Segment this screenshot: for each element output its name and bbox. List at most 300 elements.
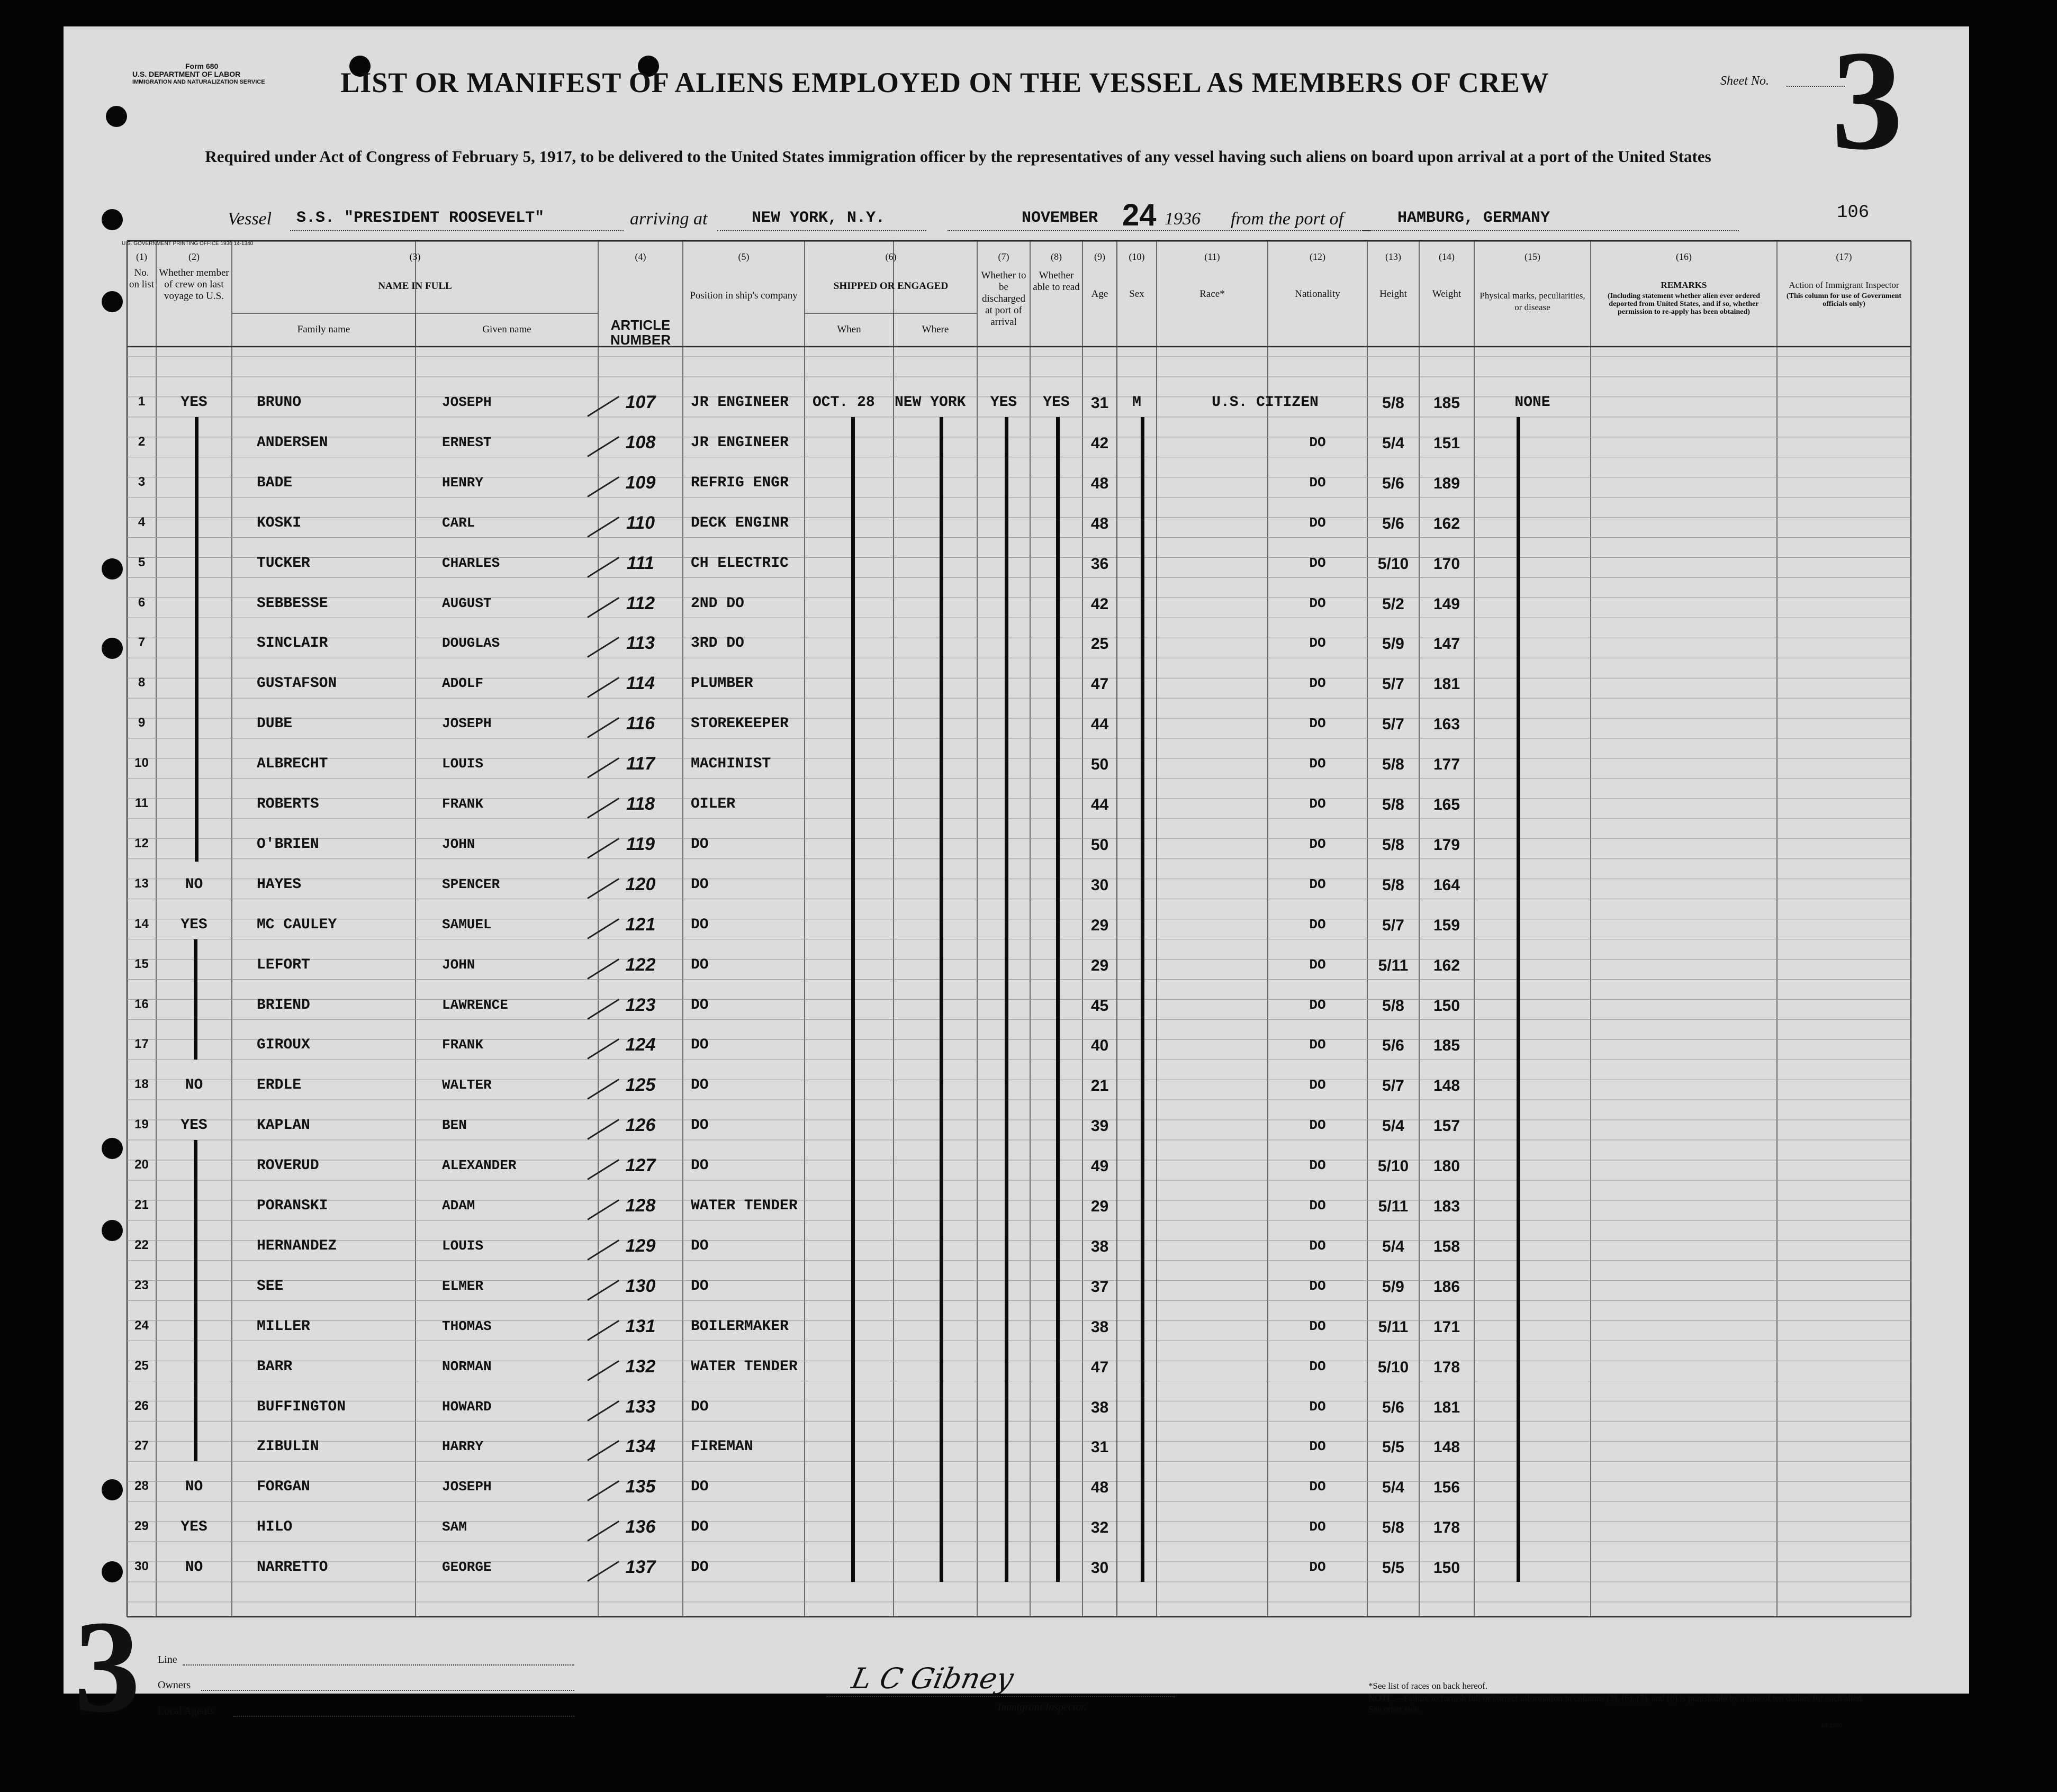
- cell-no: 9: [138, 716, 146, 730]
- cell-weight: 157: [1433, 1117, 1460, 1135]
- cell-family: BRUNO: [257, 394, 302, 411]
- cell-weight: 177: [1433, 756, 1460, 774]
- cell-prev: NO: [185, 1559, 203, 1576]
- cell-marks: NONE: [1514, 394, 1550, 411]
- page-subtitle: Required under Act of Congress of February 5, 1917, to be delivered to the United States immigration officer by the representatives of any vessel having such aliens on board upon arrival at a port of the United States: [205, 147, 1711, 166]
- cell-family: ERDLE: [257, 1077, 302, 1094]
- column-number: (12): [1310, 251, 1325, 262]
- cell-weight: 171: [1433, 1318, 1460, 1336]
- cell-height: 5/8: [1382, 394, 1404, 412]
- column-header: NAME IN FULL: [378, 280, 452, 292]
- form-code: 14-1340: [1821, 1723, 1843, 1729]
- cell-given: DOUGLAS: [442, 635, 500, 651]
- cell-nationality: DO: [1309, 1398, 1326, 1415]
- cell-family: ALBRECHT: [257, 756, 328, 773]
- cell-prev: NO: [185, 876, 203, 893]
- column-number: (14): [1439, 251, 1455, 262]
- cell-position: DO: [691, 1117, 709, 1134]
- column-number: (17): [1836, 251, 1852, 262]
- cell-weight: 181: [1433, 1398, 1460, 1416]
- cell-nationality: DO: [1309, 1519, 1326, 1535]
- cell-given: JOSEPH: [442, 394, 492, 410]
- cell-position: DO: [691, 876, 709, 893]
- cell-article: 107: [625, 392, 656, 412]
- cell-given: ERNEST: [442, 434, 492, 450]
- cell-given: SPENCER: [442, 876, 500, 892]
- cell-height: 5/11: [1378, 956, 1409, 974]
- cell-position: PLUMBER: [691, 675, 753, 692]
- cell-no: 20: [134, 1157, 149, 1172]
- cell-weight: 159: [1433, 916, 1460, 934]
- cell-nationality: DO: [1309, 997, 1326, 1013]
- cell-height: 5/6: [1382, 514, 1404, 532]
- cell-article: 131: [625, 1316, 656, 1336]
- inspector-signature: L C Gibney: [849, 1662, 1017, 1695]
- cell-prev: YES: [181, 394, 207, 411]
- cell-family: FORGAN: [257, 1479, 310, 1496]
- cell-height: 5/7: [1382, 1077, 1404, 1095]
- cell-age: 31: [1090, 1438, 1109, 1456]
- cell-nationality: DO: [1309, 756, 1326, 772]
- cell-family: SEBBESSE: [257, 595, 328, 612]
- cell-given: WALTER: [442, 1077, 492, 1093]
- footer-agents-field: [233, 1716, 574, 1717]
- cell-weight: 181: [1433, 675, 1460, 693]
- column-header: Height: [1379, 288, 1407, 300]
- column-number: (11): [1204, 251, 1220, 262]
- cell-article: 136: [625, 1517, 656, 1537]
- cell-where: NEW YORK: [895, 394, 966, 411]
- cell-no: 1: [138, 394, 146, 409]
- column-header: Position in ship's company: [690, 290, 798, 301]
- cell-given: HOWARD: [442, 1398, 492, 1415]
- cell-age: 29: [1090, 956, 1109, 974]
- cell-nationality: DO: [1309, 474, 1326, 491]
- cell-age: 39: [1090, 1117, 1109, 1135]
- cell-article: 109: [625, 472, 656, 493]
- cell-no: 19: [134, 1117, 149, 1132]
- column-header: SHIPPED OR ENGAGED: [833, 280, 949, 292]
- cell-family: BARR: [257, 1358, 293, 1375]
- cell-family: MILLER: [257, 1318, 310, 1335]
- cell-age: 48: [1090, 474, 1109, 492]
- arrival-month: NOVEMBER: [1022, 209, 1098, 227]
- column-number: (8): [1051, 251, 1062, 262]
- cell-family: HILO: [257, 1519, 293, 1536]
- column-header: REMARKS: [1661, 280, 1707, 290]
- cell-height: 5/7: [1382, 675, 1404, 693]
- cell-nationality: DO: [1309, 916, 1326, 933]
- cell-article: 108: [625, 432, 656, 452]
- footer-line-field: [183, 1664, 574, 1666]
- cell-age: 31: [1090, 394, 1109, 412]
- cell-no: 26: [134, 1398, 149, 1413]
- column-number: (2): [188, 251, 200, 262]
- cell-weight: 178: [1433, 1358, 1460, 1376]
- from-label: from the port of: [1231, 209, 1344, 229]
- department-name: U.S. DEPARTMENT OF LABOR: [132, 70, 241, 78]
- cell-given: HENRY: [442, 474, 484, 491]
- cell-height: 5/7: [1382, 716, 1404, 734]
- cell-height: 5/4: [1382, 1117, 1404, 1135]
- column-header: ARTICLE NUMBER: [610, 317, 671, 348]
- cell-article: 111: [627, 553, 654, 573]
- cell-weight: 185: [1433, 394, 1460, 412]
- cell-position: DO: [691, 916, 709, 933]
- cell-sex: M: [1132, 394, 1141, 411]
- cell-given: GEORGE: [442, 1559, 492, 1576]
- cell-position: DO: [691, 1237, 709, 1254]
- cell-weight: 150: [1433, 1559, 1460, 1577]
- cell-given: SAMUEL: [442, 916, 492, 933]
- cell-family: BADE: [257, 474, 293, 491]
- cell-given: FRANK: [442, 796, 484, 812]
- cell-discharge: YES: [990, 394, 1017, 411]
- cell-age: 49: [1090, 1157, 1109, 1175]
- cell-age: 44: [1090, 796, 1109, 813]
- cell-position: BOILERMAKER: [691, 1318, 789, 1335]
- cell-no: 12: [134, 836, 149, 850]
- cell-no: 29: [134, 1519, 149, 1534]
- column-header: Nationality: [1295, 288, 1340, 300]
- cell-read: YES: [1043, 394, 1070, 411]
- cell-article: 112: [626, 593, 655, 613]
- cell-family: SEE: [257, 1278, 284, 1295]
- cell-article: 128: [625, 1196, 656, 1216]
- cell-age: 50: [1090, 836, 1109, 854]
- cell-no: 16: [134, 997, 149, 1011]
- cell-nationality: U.S. CITIZEN: [1212, 394, 1319, 411]
- cell-prev: NO: [185, 1479, 203, 1496]
- column-subheader: When: [837, 324, 861, 335]
- cell-family: HAYES: [257, 876, 302, 893]
- cell-family: BRIEND: [257, 997, 310, 1013]
- cell-family: PORANSKI: [257, 1198, 328, 1214]
- cell-family: KAPLAN: [257, 1117, 310, 1134]
- column-number: (10): [1129, 251, 1145, 262]
- sheet-number: 3: [1832, 21, 1903, 179]
- cell-position: STOREKEEPER: [691, 716, 789, 732]
- cell-age: 42: [1090, 595, 1109, 613]
- cell-weight: 148: [1433, 1438, 1460, 1456]
- cell-weight: 156: [1433, 1479, 1460, 1497]
- cell-nationality: DO: [1309, 675, 1326, 692]
- column-number: (15): [1524, 251, 1540, 262]
- cell-position: DO: [691, 1519, 709, 1536]
- cell-nationality: DO: [1309, 1318, 1326, 1334]
- cell-given: AUGUST: [442, 595, 492, 611]
- column-header: Race*: [1199, 288, 1225, 300]
- column-header: Whether member of crew on last voyage to U.S.: [159, 267, 229, 302]
- cell-nationality: DO: [1309, 1559, 1326, 1576]
- cell-position: FIREMAN: [691, 1438, 753, 1455]
- cell-position: DECK ENGINR: [691, 514, 789, 531]
- column-header: Action of Immigrant Inspector: [1789, 280, 1899, 290]
- cell-weight: 180: [1433, 1157, 1460, 1175]
- penalty-note: NOTE.—Failure to furnish full or correct information in columns (3), (6), (7), and (8) is punishable by a fine of ten dollars for each alien. See other side.: [1368, 1693, 1864, 1714]
- cell-no: 18: [134, 1077, 149, 1092]
- cell-no: 11: [134, 796, 149, 810]
- column-number: (9): [1094, 251, 1105, 262]
- cell-weight: 183: [1433, 1198, 1460, 1215]
- page-reference: 106: [1837, 203, 1870, 223]
- cell-no: 3: [138, 474, 146, 489]
- cell-age: 44: [1090, 716, 1109, 734]
- cell-nationality: DO: [1309, 1479, 1326, 1495]
- cell-age: 25: [1090, 635, 1109, 653]
- ditto-stroke-where: [940, 417, 943, 1582]
- cell-weight: 147: [1433, 635, 1460, 653]
- cell-weight: 162: [1433, 514, 1460, 532]
- cell-position: DO: [691, 1037, 709, 1054]
- cell-height: 5/11: [1378, 1198, 1409, 1215]
- cell-article: 135: [625, 1477, 656, 1497]
- cell-age: 42: [1090, 434, 1109, 452]
- column-header: Whether able to read: [1033, 270, 1080, 293]
- cell-weight: 170: [1433, 555, 1460, 573]
- cell-article: 125: [625, 1075, 656, 1096]
- cell-family: ROBERTS: [257, 796, 319, 812]
- cell-age: 38: [1090, 1237, 1109, 1255]
- cell-position: DO: [691, 997, 709, 1013]
- cell-nationality: DO: [1309, 1077, 1326, 1093]
- cell-age: 38: [1090, 1398, 1109, 1416]
- cell-given: ADAM: [442, 1198, 475, 1214]
- cell-position: WATER TENDER: [691, 1358, 798, 1375]
- cell-position: WATER TENDER: [691, 1198, 798, 1214]
- cell-article: 113: [626, 633, 655, 654]
- cell-family: DUBE: [257, 716, 293, 732]
- cell-family: GIROUX: [257, 1037, 310, 1054]
- cell-position: DO: [691, 1157, 709, 1174]
- cell-prev: YES: [181, 1117, 207, 1134]
- cell-height: 5/8: [1382, 756, 1404, 774]
- cell-no: 4: [138, 514, 146, 529]
- printer-line: U.S. GOVERNMENT PRINTING OFFICE 1936 14-1340: [122, 241, 254, 247]
- footer-owners-label: Owners: [158, 1679, 191, 1691]
- cell-family: O'BRIEN: [257, 836, 319, 853]
- cell-family: KOSKI: [257, 514, 302, 531]
- column-number: (4): [635, 251, 646, 262]
- cell-position: REFRIG ENGR: [691, 474, 789, 491]
- cell-position: DO: [691, 1559, 709, 1576]
- cell-article: 118: [626, 794, 655, 814]
- cell-height: 5/8: [1382, 997, 1404, 1015]
- cell-position: DO: [691, 836, 709, 853]
- cell-age: 36: [1090, 555, 1109, 573]
- cell-weight: 158: [1433, 1237, 1460, 1255]
- inspector-signature-line: [826, 1696, 1175, 1697]
- cell-no: 10: [134, 756, 149, 771]
- cell-position: DO: [691, 1077, 709, 1094]
- cell-position: MACHINIST: [691, 756, 771, 773]
- cell-no: 24: [134, 1318, 149, 1333]
- cell-age: 47: [1090, 675, 1109, 693]
- cell-height: 5/8: [1382, 876, 1404, 894]
- cell-age: 29: [1090, 916, 1109, 934]
- column-header: No. on list: [129, 267, 154, 290]
- cell-weight: 164: [1433, 876, 1460, 894]
- footer-sheet-number: 3: [74, 1594, 140, 1740]
- cell-nationality: DO: [1309, 1278, 1326, 1294]
- cell-height: 5/4: [1382, 434, 1404, 452]
- ditto-stroke-read: [1056, 417, 1060, 1582]
- cell-no: 23: [134, 1278, 149, 1292]
- cell-nationality: DO: [1309, 514, 1326, 531]
- cell-weight: 186: [1433, 1278, 1460, 1296]
- cell-position: OILER: [691, 796, 736, 812]
- column-header-note: (This column for use of Government officials only): [1786, 292, 1902, 308]
- cell-age: 37: [1090, 1278, 1109, 1296]
- cell-height: 5/4: [1382, 1479, 1404, 1497]
- cell-height: 5/7: [1382, 916, 1404, 934]
- cell-nationality: DO: [1309, 1037, 1326, 1053]
- cell-weight: 179: [1433, 836, 1460, 854]
- cell-when: OCT. 28: [813, 394, 875, 411]
- cell-family: LEFORT: [257, 956, 310, 973]
- cell-nationality: DO: [1309, 1438, 1326, 1455]
- cell-no: 17: [134, 1037, 149, 1052]
- cell-height: 5/5: [1382, 1438, 1404, 1456]
- arriving-label: arriving at: [630, 209, 708, 229]
- cell-no: 21: [134, 1198, 149, 1212]
- cell-given: JOHN: [442, 836, 475, 852]
- cell-article: 123: [625, 994, 656, 1015]
- page-title: LIST OR MANIFEST OF ALIENS EMPLOYED ON THE VESSEL AS MEMBERS OF CREW: [340, 67, 1549, 98]
- form-number: Form 680: [185, 62, 219, 70]
- cell-age: 50: [1090, 756, 1109, 774]
- column-header: Weight: [1432, 288, 1461, 300]
- cell-age: 48: [1090, 514, 1109, 532]
- cell-article: 120: [625, 874, 656, 894]
- cell-position: CH ELECTRIC: [691, 555, 789, 572]
- cell-prev: NO: [185, 1077, 203, 1094]
- column-number: (5): [738, 251, 750, 262]
- cell-prev: YES: [181, 916, 207, 933]
- cell-family: GUSTAFSON: [257, 675, 337, 692]
- cell-age: 21: [1090, 1077, 1109, 1095]
- cell-article: 124: [625, 1035, 656, 1055]
- arriving-port: NEW YORK, N.Y.: [752, 209, 886, 227]
- cell-no: 14: [134, 916, 149, 931]
- column-number: (16): [1676, 251, 1692, 262]
- cell-nationality: DO: [1309, 956, 1326, 973]
- cell-family: HERNANDEZ: [257, 1237, 337, 1254]
- cell-height: 5/9: [1382, 1278, 1404, 1296]
- cell-weight: 150: [1433, 997, 1460, 1015]
- column-header: Sex: [1129, 288, 1144, 300]
- cell-no: 2: [138, 434, 146, 449]
- cell-given: ELMER: [442, 1278, 484, 1294]
- cell-nationality: DO: [1309, 555, 1326, 571]
- cell-nationality: DO: [1309, 796, 1326, 812]
- cell-article: 121: [625, 914, 656, 935]
- cell-article: 117: [626, 754, 655, 774]
- cell-height: 5/11: [1378, 1318, 1409, 1336]
- cell-nationality: DO: [1309, 434, 1326, 450]
- cell-nationality: DO: [1309, 635, 1326, 651]
- cell-family: ANDERSEN: [257, 434, 328, 451]
- column-number: (1): [136, 251, 147, 262]
- inspector-label: Immigrant Inspector.: [998, 1702, 1087, 1713]
- cell-no: 8: [138, 675, 146, 690]
- cell-no: 27: [134, 1438, 149, 1453]
- cell-weight: 148: [1433, 1077, 1460, 1095]
- cell-no: 30: [134, 1559, 149, 1574]
- cell-weight: 151: [1433, 434, 1460, 452]
- cell-article: 129: [625, 1235, 656, 1256]
- cell-height: 5/4: [1382, 1237, 1404, 1255]
- cell-prev: YES: [181, 1519, 207, 1536]
- cell-given: JOSEPH: [442, 716, 492, 732]
- cell-height: 5/5: [1382, 1559, 1404, 1577]
- arrival-year: 1936: [1165, 209, 1201, 229]
- cell-nationality: DO: [1309, 1157, 1326, 1174]
- cell-article: 110: [626, 512, 655, 533]
- column-subheader: Where: [922, 324, 949, 335]
- column-header: Whether to be discharged at port of arrival: [981, 270, 1026, 328]
- ditto-stroke-when: [851, 417, 855, 1582]
- cell-family: NARRETTO: [257, 1559, 328, 1576]
- column-number: (7): [998, 251, 1009, 262]
- cell-age: 30: [1090, 876, 1109, 894]
- cell-given: FRANK: [442, 1037, 484, 1053]
- cell-height: 5/6: [1382, 474, 1404, 492]
- cell-article: 126: [625, 1115, 656, 1136]
- cell-position: DO: [691, 1398, 709, 1415]
- cell-height: 5/8: [1382, 1519, 1404, 1537]
- cell-height: 5/10: [1377, 1358, 1409, 1376]
- cell-no: 25: [134, 1358, 149, 1373]
- vessel-name: S.S. "PRESIDENT ROOSEVELT": [296, 209, 545, 227]
- cell-age: 45: [1090, 997, 1109, 1015]
- cell-no: 22: [134, 1237, 149, 1252]
- cell-weight: 149: [1433, 595, 1460, 613]
- cell-position: 2ND DO: [691, 595, 744, 612]
- cell-article: 127: [625, 1155, 656, 1176]
- cell-no: 5: [138, 555, 146, 569]
- cell-given: ADOLF: [442, 675, 484, 692]
- ditto-stroke-marks: [1517, 417, 1520, 1582]
- cell-given: SAM: [442, 1519, 467, 1535]
- cell-no: 28: [134, 1479, 149, 1494]
- cell-given: HARRY: [442, 1438, 484, 1455]
- cell-height: 5/8: [1382, 796, 1404, 813]
- cell-article: 133: [625, 1396, 656, 1417]
- ditto-stroke-prev: [195, 417, 199, 862]
- cell-article: 114: [626, 673, 655, 694]
- cell-given: JOSEPH: [442, 1479, 492, 1495]
- cell-given: LOUIS: [442, 1237, 484, 1254]
- cell-position: DO: [691, 1278, 709, 1295]
- cell-position: 3RD DO: [691, 635, 744, 652]
- cell-family: ZIBULIN: [257, 1438, 319, 1455]
- footer-agents-label: Local Agents: [158, 1705, 214, 1717]
- cell-weight: 163: [1433, 716, 1460, 734]
- cell-age: 48: [1090, 1479, 1109, 1497]
- cell-height: 5/9: [1382, 635, 1404, 653]
- column-subheader: Family name: [297, 324, 350, 335]
- race-note: *See list of races on back hereof.: [1368, 1681, 1488, 1691]
- cell-height: 5/10: [1377, 1157, 1409, 1175]
- column-number: (6): [885, 251, 897, 262]
- cell-given: JOHN: [442, 956, 475, 973]
- sheet-label: Sheet No.: [1720, 74, 1769, 88]
- column-header-note: (Including statement whether alien ever ordered deported from United States, and if so, whether permission to re-apply has been obtained): [1607, 292, 1761, 316]
- cell-age: 29: [1090, 1198, 1109, 1215]
- column-header: Age: [1091, 288, 1108, 300]
- cell-given: THOMAS: [442, 1318, 492, 1334]
